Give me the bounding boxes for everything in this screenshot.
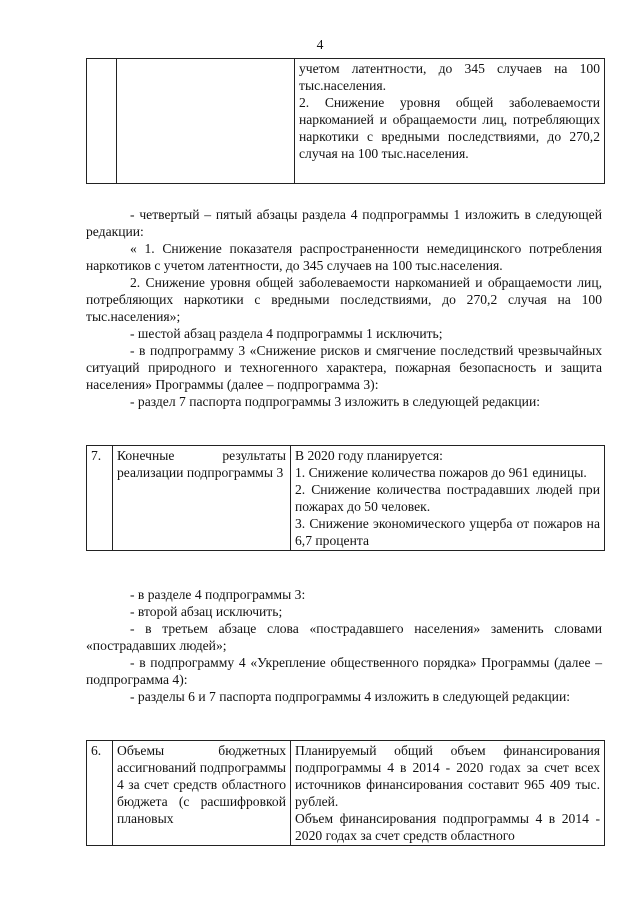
cell-line: Планируемый общий объем финансирования подпрограммы 4 в 2014 - 2020 годах за счет всех источников финансирования составит 965 409 тыс. рублей. [295, 743, 600, 809]
table-section-6 [86, 740, 605, 846]
table-cell-title: Конечные результаты реализации подпрограммы 3 [113, 446, 291, 551]
body-text-2 [86, 586, 602, 705]
table-cell-num: 7. [87, 446, 113, 551]
table-cell-content [291, 446, 605, 551]
paragraph: - второй абзац исключить; [130, 604, 283, 619]
cell-line: 3. Снижение экономического ущерба от пожаров на 6,7 процента [295, 516, 600, 548]
paragraph: - в подпрограмму 4 «Укрепление общественного порядка» Программы (далее – подпрограмма 4): [86, 655, 602, 687]
body-text-1 [86, 206, 602, 410]
cell-line: Объем финансирования подпрограммы 4 в 2014 - 2020 годах за счет средств областного [295, 811, 600, 843]
table-cell-title: Объемы бюджетных ассигнований подпрограммы 4 за счет средств областного бюджета (с расшифровкой плановых [113, 741, 291, 846]
paragraph: - шестой абзац раздела 4 подпрограммы 1 исключить; [130, 326, 443, 341]
table-cell-content [291, 741, 605, 846]
table-section-7 [86, 445, 605, 551]
paragraph: - в подпрограмму 3 «Снижение рисков и смягчение последствий чрезвычайных ситуаций природного и техногенного характера, пожарная безопасность и защита населения» Программы (далее – подпрограмма 3): [86, 343, 602, 392]
table-cell-content [295, 59, 605, 184]
paragraph: « 1. Снижение показателя распространенности немедицинского потребления наркотиков с учетом латентности, до 345 случаев на 100 тыс.населения. [86, 241, 602, 273]
cell-paragraph: учетом латентности, до 345 случаев на 100 тыс.населения. [299, 61, 600, 93]
cell-line: 2. Снижение количества пострадавших людей при пожарах до 50 человек. [295, 482, 600, 514]
page-number: 4 [316, 37, 324, 52]
paragraph: - раздел 7 паспорта подпрограммы 3 изложить в следующей редакции: [130, 394, 541, 409]
paragraph: - разделы 6 и 7 паспорта подпрограммы 4 изложить в следующей редакции: [130, 689, 571, 704]
paragraph: - четвертый – пятый абзацы раздела 4 подпрограммы 1 изложить в следующей редакции: [86, 207, 602, 239]
table-cell-num [87, 59, 117, 184]
paragraph: - в третьем абзаце слова «пострадавшего населения» заменить словами «пострадавших людей»; [86, 621, 602, 653]
paragraph: - в разделе 4 подпрограммы 3: [130, 587, 306, 602]
cell-paragraph: 2. Снижение уровня общей заболеваемости наркоманией и обращаемости лиц, потребляющих наркотики с вредными последствиями, до 270,2 случая на 100 тыс.населения. [299, 95, 600, 161]
cell-line: В 2020 году планируется: [295, 448, 443, 463]
table-continuation [86, 58, 605, 184]
table-cell-label [117, 59, 295, 184]
table-cell-num: 6. [87, 741, 113, 846]
paragraph: 2. Снижение уровня общей заболеваемости наркоманией и обращаемости лиц, потребляющих наркотики с вредными последствиями, до 270,2 случая на 100 тыс.населения»; [86, 275, 602, 324]
cell-line: 1. Снижение количества пожаров до 961 единицы. [295, 465, 587, 480]
